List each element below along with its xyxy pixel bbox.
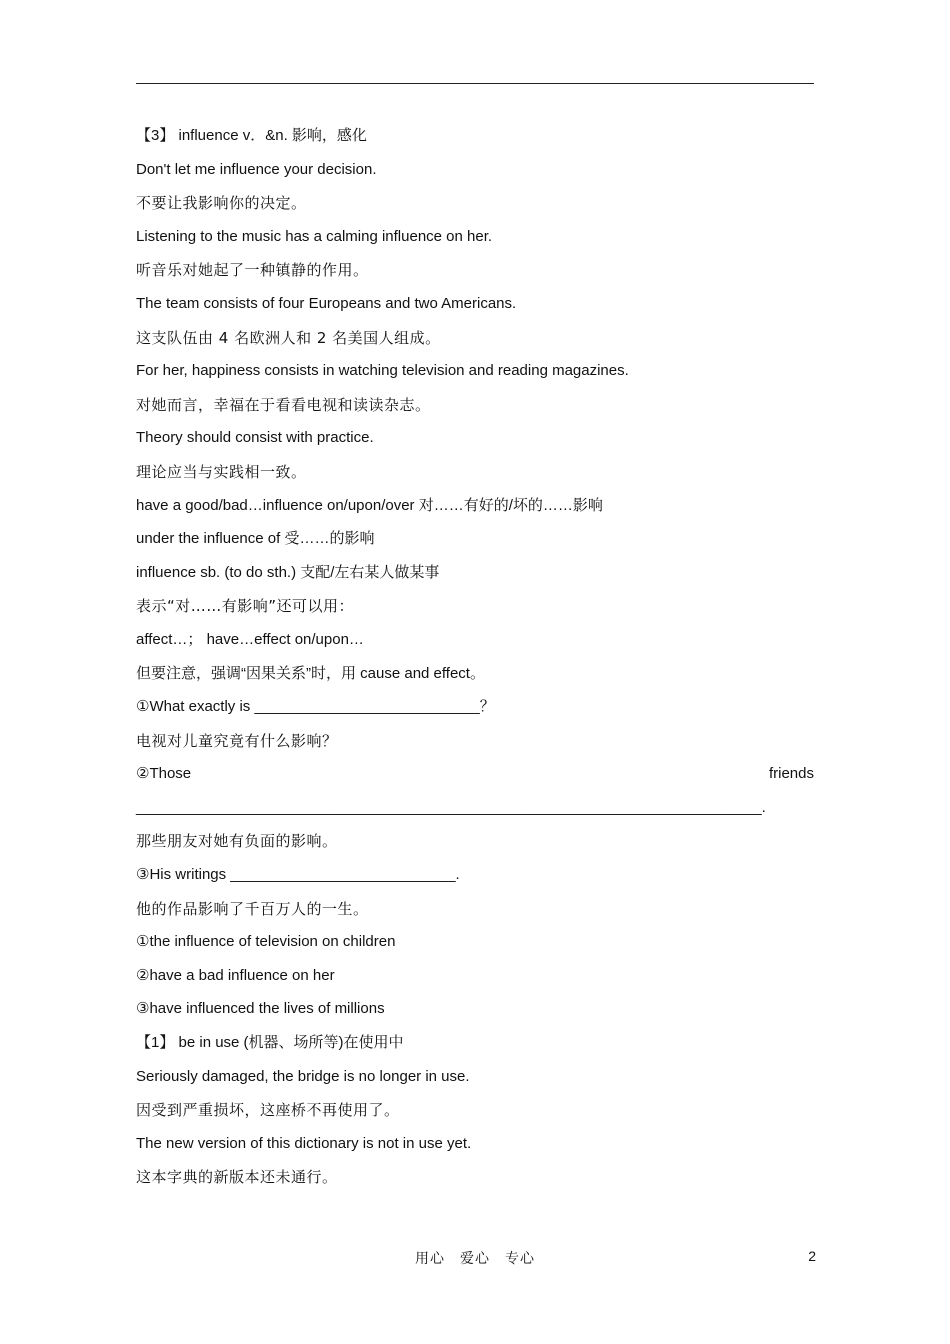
- heading-influence: 【3】 influence v．&n. 影响，感化: [136, 127, 367, 144]
- answer-3: ③have influenced the lives of millions: [136, 1000, 385, 1018]
- phrase-line: influence sb. (to do sth.) 支配/左右某人做某事: [136, 563, 440, 581]
- example-cn: 因受到严重损坏，这座桥不再使用了。: [136, 1101, 400, 1120]
- example-cn: 这本字典的新版本还未通行。: [136, 1168, 338, 1187]
- page-number: 2: [808, 1248, 816, 1264]
- answer-2: ②have a bad influence on her: [136, 966, 335, 984]
- phrase-line: affect…； have…effect on/upon…: [136, 630, 364, 648]
- footer-motto: 用心 爱心 专心: [415, 1251, 535, 1267]
- example-cn: 这支队伍由 4 名欧洲人和 2 名美国人组成。: [136, 328, 441, 347]
- note-line: 表示“对……有影响”还可以用：: [136, 597, 355, 616]
- example-en: Don't let me influence your decision.: [136, 160, 377, 178]
- header-rule: [136, 83, 814, 84]
- example-cn: 对她而言，幸福在于看看电视和读读杂志。: [136, 395, 431, 414]
- exercise-2-left: ②Those: [136, 765, 192, 783]
- document-body: [136, 124, 814, 1199]
- exercise-1: ①What exactly is ___________________________？: [136, 698, 495, 716]
- example-cn: 理论应当与实践相一致。: [136, 462, 307, 481]
- exercise-2-cn: 那些朋友对她有负面的影响。: [136, 832, 338, 851]
- heading-in-use: 【1】 be in use (机器、场所等)在使用中: [136, 1034, 404, 1052]
- phrase-line: have a good/bad…influence on/upon/over 对……有好的/坏的……影响: [136, 496, 603, 514]
- example-en: Seriously damaged, the bridge is no longer in use.: [136, 1067, 470, 1085]
- example-en: For her, happiness consists in watching television and reading magazines.: [136, 362, 629, 380]
- example-cn: 不要让我影响你的决定。: [136, 194, 307, 213]
- example-en: The team consists of four Europeans and two Americans.: [136, 294, 517, 312]
- example-en: Listening to the music has a calming influence on her.: [136, 227, 493, 245]
- example-en: The new version of this dictionary is not in use yet.: [136, 1134, 472, 1152]
- exercise-2-right: friends: [768, 765, 814, 783]
- exercise-1-cn: 电视对儿童究竟有什么影响？: [136, 731, 338, 750]
- exercise-2: [136, 762, 814, 796]
- exercise-3-cn: 他的作品影响了千百万人的一生。: [136, 899, 369, 918]
- exercise-3: ③His writings ___________________________.: [136, 866, 460, 884]
- exercise-2-blank: ___________________________________________________________________________.: [136, 798, 766, 816]
- note-line: 但要注意，强调“因果关系”时，用 cause and effect。: [136, 664, 485, 682]
- answer-1: ①the influence of television on children: [136, 933, 396, 951]
- phrase-line: under the influence of 受……的影响: [136, 530, 375, 548]
- example-cn: 听音乐对她起了一种镇静的作用。: [136, 261, 369, 280]
- example-en: Theory should consist with practice.: [136, 429, 374, 447]
